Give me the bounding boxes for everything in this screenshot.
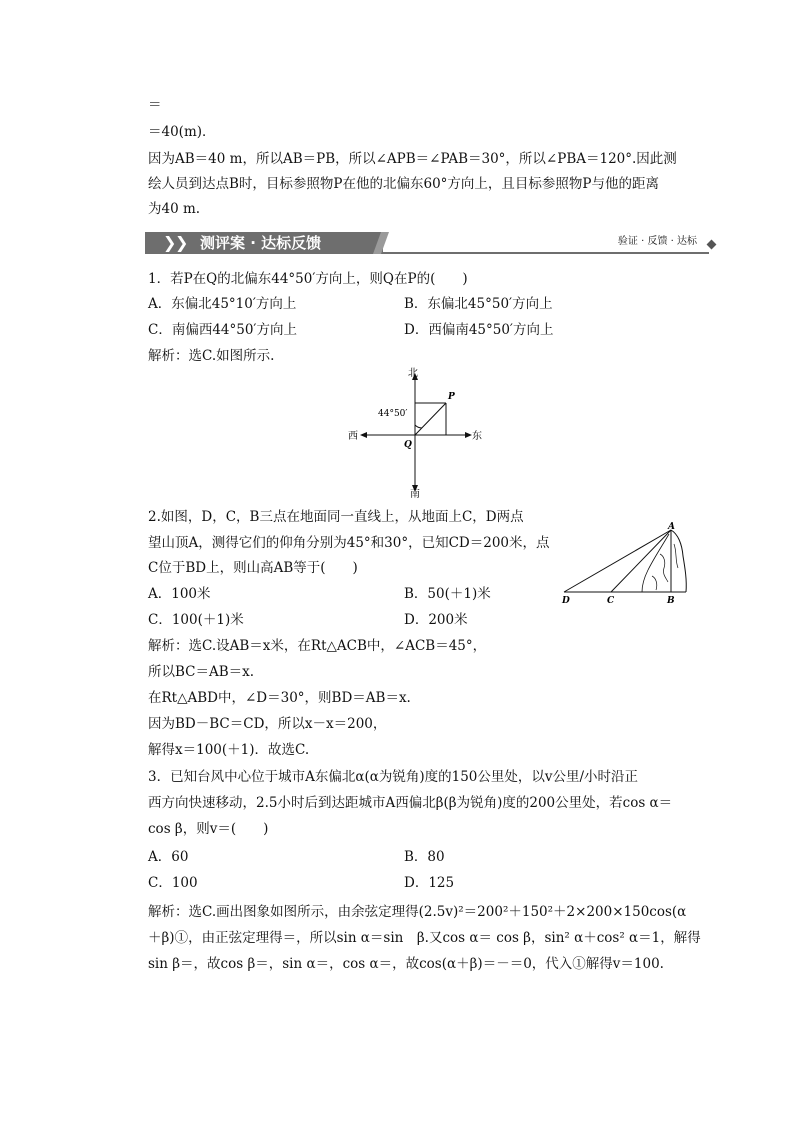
q3-stem-line3: cos β，则v＝( ) <box>148 821 269 837</box>
q2-solution-line: 解得x＝100(＋1)．故选C. <box>148 742 310 758</box>
q2-stem-line2: 望山顶A，测得它们的仰角分别为45°和30°，已知CD＝200米，点 <box>148 535 550 551</box>
chevron-right-icon: ❯ <box>175 233 189 252</box>
label-west: 西 <box>348 431 358 442</box>
label-b: B <box>667 596 675 606</box>
q3-option-a: A．60 <box>148 849 189 865</box>
q2-option-b: B．50(＋1)米 <box>404 586 491 602</box>
direction-diagram <box>340 365 490 500</box>
section-banner <box>145 232 715 256</box>
q2-solution-line: 因为BD－BC＝CD，所以x－x＝200， <box>148 716 387 732</box>
chevron-right-icon: ❯ <box>163 233 177 252</box>
label-q: Q <box>404 440 412 450</box>
q3-option-c: C．100 <box>148 875 198 891</box>
label-d: D <box>562 596 570 606</box>
eq-line: ＝ <box>148 97 162 113</box>
q2-option-c: C．100(＋1)米 <box>148 612 244 628</box>
q3-solution-line: ＋β)①，由正弦定理得＝，所以sin α＝sin β.又cos α＝ cos β，sin² α＋cos² α＝1，解得 <box>148 930 701 946</box>
q3-stem-line2: 西方向快速移动，2.5小时后到达距城市A西偏北β(β为锐角)度的200公里处，若cos α＝ <box>148 795 673 811</box>
q1-option-b: B．东偏北45°50′方向上 <box>404 296 553 312</box>
mountain-diagram <box>556 520 706 608</box>
banner-subtitle: 验证 · 反馈 · 达标 <box>617 236 697 247</box>
q3-option-b: B．80 <box>404 849 445 865</box>
q3-stem-line1: 3．已知台风中心位于城市A东偏北α(α为锐角)度的150公里处，以v公里/小时沿正 <box>148 769 639 785</box>
label-c: C <box>607 596 615 606</box>
q1-stem: 1．若P在Q的北偏东44°50′方向上，则Q在P的( ) <box>148 271 468 287</box>
q2-option-a: A．100米 <box>148 586 211 602</box>
label-angle: 44°50′ <box>378 409 408 419</box>
q2-stem-line3: C位于BD上，则山高AB等于( ) <box>148 560 358 576</box>
banner-title: 测评案 · 达标反馈 <box>200 234 322 252</box>
paragraph-line: 为40 m. <box>148 201 201 217</box>
q2-solution-line: 在Rt△ABD中，∠D＝30°，则BD＝AB＝x. <box>148 690 411 706</box>
paragraph-line: 因为AB＝40 m，所以AB＝PB，所以∠APB＝∠PAB＝30°，所以∠PBA＝120°.因此测 <box>148 151 677 167</box>
q1-option-d: D．西偏南45°50′方向上 <box>404 322 554 338</box>
label-east: 东 <box>472 431 482 442</box>
q2-option-d: D．200米 <box>404 612 468 628</box>
label-p: P <box>448 392 455 402</box>
q3-solution-line: 解析：选C.画出图象如图所示，由余弦定理得(2.5v)²＝200²＋150²＋2×200×150cos(α <box>148 904 687 920</box>
label-south: 南 <box>410 489 420 500</box>
result-line: ＝40(m)． <box>148 124 216 140</box>
paragraph-line: 绘人员到达点B时，目标参照物P在他的北偏东60°方向上，且目标参照物P与他的距离 <box>148 176 660 192</box>
q2-solution-line: 所以BC＝AB＝x. <box>148 664 255 680</box>
q3-solution-line: sin β＝，故cos β＝，sin α＝，cos α＝，故cos(α＋β)＝－＝0，代入①解得v＝100. <box>148 956 664 972</box>
q2-stem-line1: 2.如图，D，C，B三点在地面同一直线上，从地面上C，D两点 <box>148 509 524 525</box>
label-a: A <box>668 522 675 532</box>
q1-analysis: 解析：选C.如图所示. <box>148 348 275 364</box>
q1-option-c: C．南偏西44°50′方向上 <box>148 322 298 338</box>
diamond-icon <box>707 240 717 250</box>
banner-divider <box>383 252 709 254</box>
q1-option-a: A．东偏北45°10′方向上 <box>148 296 297 312</box>
q2-solution-line: 解析：选C.设AB＝x米，在Rt△ACB中，∠ACB＝45°， <box>148 638 487 654</box>
q3-option-d: D．125 <box>404 875 455 891</box>
label-north: 北 <box>408 368 418 379</box>
